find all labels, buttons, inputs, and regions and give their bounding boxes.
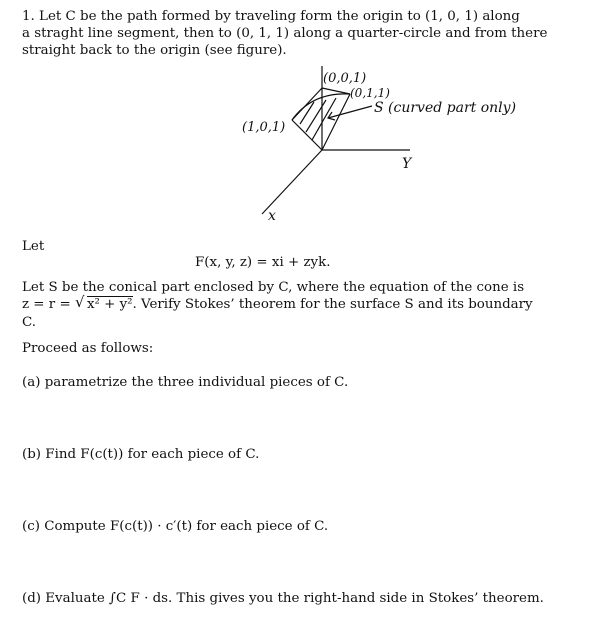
cone-eq-suffix: . Verify Stokes’ theorem for the surface S and its boundary [132,297,533,312]
sqrt-radicand: x² + y² [86,297,133,312]
segment-origin-to-101 [292,120,322,150]
para2-line-2 [22,296,533,313]
top-edge-2 [292,88,322,120]
sqrt-expression [75,296,133,313]
top-edge [322,88,350,94]
problem-number: 1. [22,9,35,24]
part-a: (a) parametrize the three individual pieces of C. [22,375,349,390]
part-c: (c) Compute F(c(t)) · c′(t) for each piece of C. [22,519,329,534]
label-101: (1,0,1) [242,120,286,135]
label-011: (0,1,1) [350,86,390,100]
segment-011-to-origin [322,94,350,150]
cone-eq-prefix: z = r = [22,297,71,312]
part-b: (b) Find F(c(t)) for each piece of C. [22,447,260,462]
label-x-axis: x [268,208,276,224]
problem-line-2: a straght line segment, then to (0, 1, 1) along a quarter-circle and from there [22,26,548,41]
para2-line-1: Let S be the conical part enclosed by C, where the equation of the cone is [22,280,525,295]
hatch-2 [306,100,326,132]
para2-line-3: C. [22,315,37,330]
proceed-text: Proceed as follows: [22,341,154,356]
x-axis [262,150,322,214]
label-001: (0,0,1) [323,71,367,86]
let-text: Let [22,239,45,254]
label-s-curved: S (curved part only) [374,100,517,116]
problem-line-3: straight back to the origin (see figure). [22,43,287,58]
problem-text-1: Let C be the path formed by traveling form the origin to (1, 0, 1) along [39,9,520,24]
label-y-axis: Y [402,156,412,172]
part-d: (d) Evaluate ∫C F · ds. This gives you the right-hand side in Stokes’ theorem. [22,591,544,606]
s-pointer-arrow [328,106,372,118]
vector-field-equation: F(x, y, z) = xi + zyk. [195,255,331,270]
